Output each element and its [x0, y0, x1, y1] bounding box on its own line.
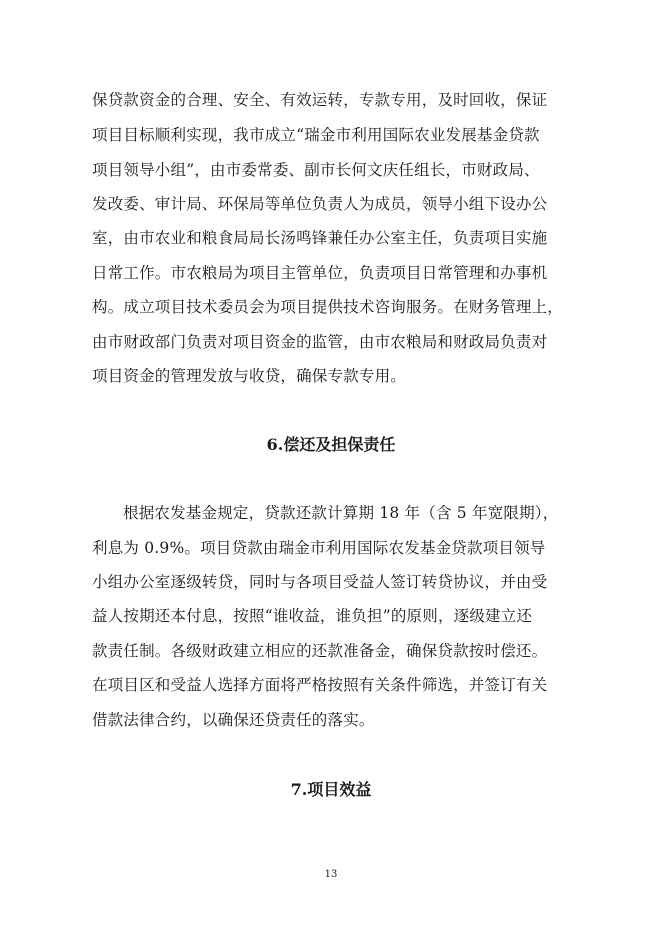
paragraph-line: 款责任制。各级财政建立相应的还款准备金，确保贷款按时偿还。 — [92, 642, 548, 660]
paragraph-line: 构。成立项目技术委员会为项目提供技术咨询服务。在财务管理上， — [92, 298, 564, 316]
paragraph-line: 项目资金的管理发放与收贷，确保专款专用。 — [92, 367, 407, 385]
paragraph-line: 小组办公室逐级转贷，同时与各项目受益人签订转贷协议，并由受 — [92, 573, 548, 591]
paragraph-line: 项目领导小组”，由市委常委、副市长何文庆任组长，市财政局、 — [92, 161, 540, 179]
section-heading: 6.偿还及担保责任 — [266, 435, 396, 454]
paragraph-line: 日常工作。市农粮局为项目主管单位，负责项目日常管理和办事机 — [92, 264, 548, 282]
paragraph-line: 借款法律合约，以确保还贷责任的落实。 — [92, 711, 375, 729]
paragraph-line: 发改委、审计局、环保局等单位负责人为成员，领导小组下设办公 — [92, 195, 548, 213]
paragraph-line: 由市财政部门负责对项目资金的监管，由市农粮局和财政局负责对 — [92, 333, 548, 351]
paragraph-line: 益人按期还本付息，按照“谁收益，谁负担”的原则，逐级建立还 — [92, 607, 533, 625]
page-number: 13 — [324, 869, 338, 880]
section-heading: 7.项目效益 — [290, 780, 372, 799]
paragraph-line: 利息为 0.9%。项目贷款由瑞金市利用国际农发基金贷款项目领导 — [92, 539, 546, 557]
paragraph-line: 室，由市农业和粮食局局长汤鸣锋兼任办公室主任，负责项目实施 — [92, 229, 548, 247]
paragraph-line: 在项目区和受益人选择方面将严格按照有关条件筛选，并签订有关 — [92, 676, 548, 694]
paragraph-line: 项目目标顺利实现，我市成立“瑞金市利用国际农业发展基金贷款 — [92, 126, 540, 144]
paragraph-line: 根据农发基金规定，贷款还款计算期 18 年（含 5 年宽限期）， — [123, 504, 559, 522]
paragraph-line: 保贷款资金的合理、安全、有效运转，专款专用，及时回收，保证 — [92, 91, 548, 109]
